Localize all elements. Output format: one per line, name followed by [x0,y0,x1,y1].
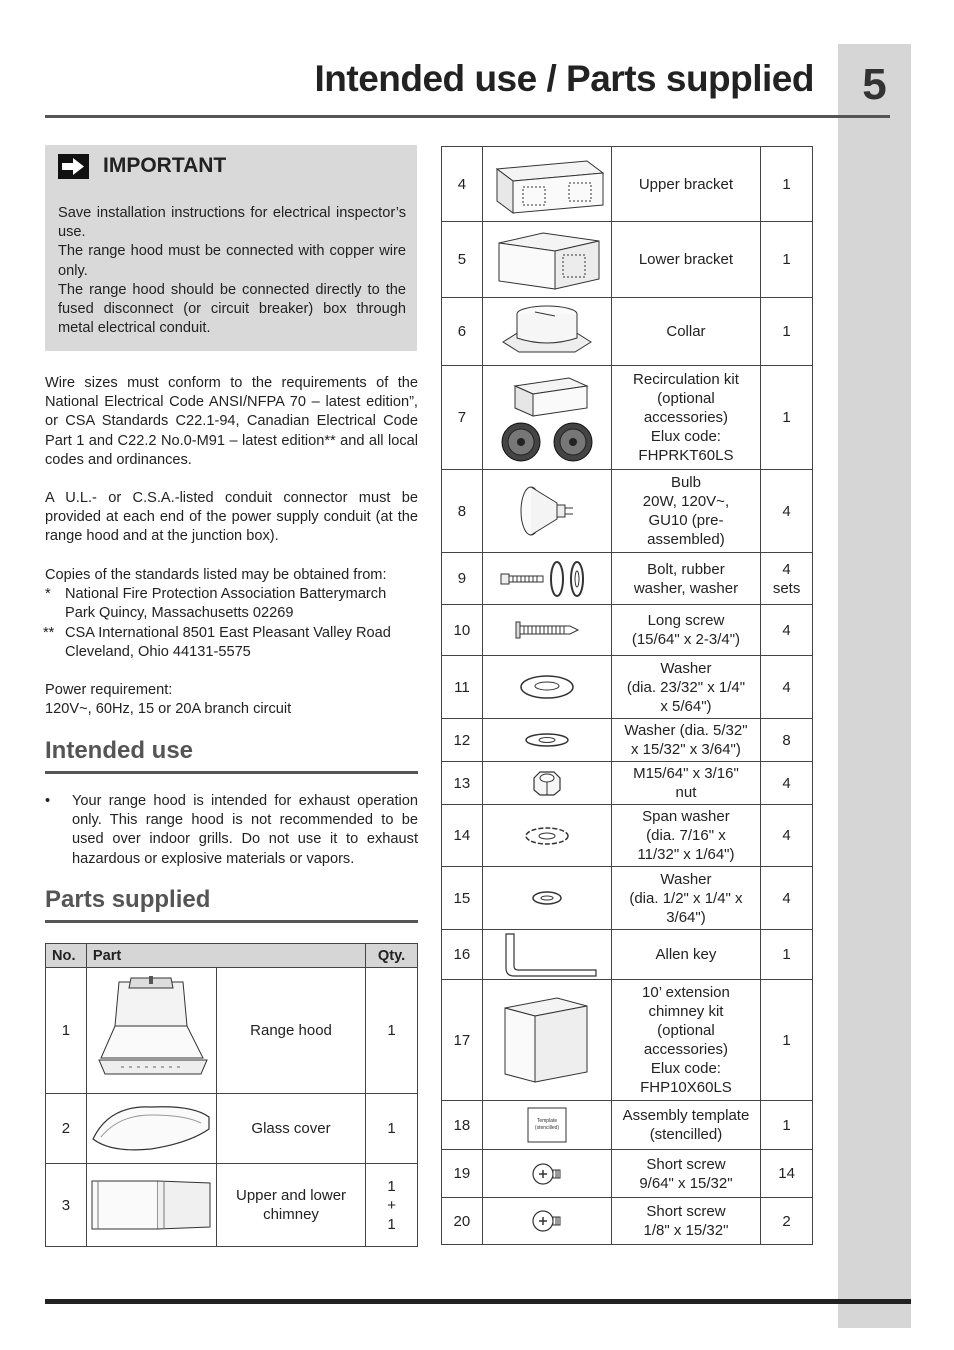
part-number: 18 [442,1101,483,1150]
part-number: 4 [442,147,483,222]
part-qty: 1 [761,147,813,222]
part-number: 9 [442,553,483,605]
parts-table-row [46,1164,418,1247]
span-washer-icon [483,824,611,848]
parts-table-row [442,719,813,762]
washer-flat-icon [483,730,611,750]
page-number: 5 [862,60,887,109]
power-value: 120V~, 60Hz, 15 or 20A branch circuit [45,701,292,718]
part-image [482,1101,611,1150]
intended-use-text: Your range hood is intended for exhaust operation only. This range hood is not recommended to be used over indoor grills. Do not use it to exhaust hazardous or explosive materials or vapors. [72,793,418,867]
part-qty: 14 [761,1150,813,1198]
part-name: Washer (dia. 23/32" x 1/4" x 5/64") [611,656,761,719]
parts-table-left [45,943,418,1247]
parts-table-row [442,867,813,930]
page-title: Intended use / Parts supplied [314,58,814,99]
intended-use-bullet [45,792,418,869]
bulb-icon [483,481,611,541]
part-image [482,222,611,298]
short-screw-icon [483,1207,611,1235]
column-header-qty: Qty. [366,944,418,968]
part-qty: 4 [761,805,813,867]
part-qty: 4 [761,656,813,719]
source-text: National Fire Protection Association Batterymarch Park Quincy, Massachusetts 02269 [65,586,387,622]
page-side-tab [838,44,911,1328]
important-heading: IMPORTANT [103,154,227,177]
part-qty: 4 [761,605,813,656]
parts-table-row [442,762,813,805]
parts-supplied-heading: Parts supplied [45,886,211,913]
parts-table-row [442,366,813,470]
part-name: Collar [611,298,761,366]
template-label: (stencilled) [534,1125,559,1131]
parts-table-row [442,470,813,553]
part-qty: 1 [761,366,813,470]
collar-icon [483,302,611,362]
intended-use-heading: Intended use [45,737,194,764]
glass-cover-icon [87,1099,216,1159]
part-qty: 1 [761,298,813,366]
power-requirement [45,681,418,719]
section-divider [45,920,418,923]
parts-table-row [46,1094,418,1164]
allen-key-icon [483,932,611,978]
part-number: 16 [442,930,483,980]
power-label: Power requirement: [45,682,173,698]
part-image [482,1198,611,1245]
short-screw-icon [483,1160,611,1188]
parts-table-row [442,1101,813,1150]
part-image [482,719,611,762]
part-number: 12 [442,719,483,762]
source-item [45,624,418,662]
part-name: Recirculation kit (optional accessories) Elux code: FHPRKT60LS [611,366,761,470]
footer-divider [45,1299,911,1304]
important-text [58,204,406,338]
part-name: Short screw 9/64" x 15/32" [611,1150,761,1198]
part-number: 3 [46,1164,87,1247]
part-name: Range hood [216,968,365,1094]
parts-table-row [442,605,813,656]
bolt-washer-icon [483,559,611,599]
part-name: Bolt, rubber washer, washer [611,553,761,605]
important-paragraph: Save installation instructions for electrical inspector’s use. [58,205,406,241]
part-image [482,656,611,719]
part-image [482,867,611,930]
part-image [482,805,611,867]
part-name: Short screw 1/8" x 15/32" [611,1198,761,1245]
important-paragraph: The range hood must be connected with copper wire only. [58,243,406,279]
part-number: 19 [442,1150,483,1198]
part-image [86,968,216,1094]
range-hood-icon [87,976,216,1086]
section-divider [45,771,418,774]
parts-table-row [442,147,813,222]
part-number: 1 [46,968,87,1094]
column-header-part: Part [86,944,365,968]
part-qty: 4 [761,762,813,805]
part-name: Assembly template (stencilled) [611,1101,761,1150]
copies-intro: Copies of the standards listed may be obtained from: [45,567,387,583]
part-image [482,470,611,553]
part-image [482,605,611,656]
part-qty: 1 [366,1094,418,1164]
part-number: 5 [442,222,483,298]
part-image [482,762,611,805]
conduit-connector-paragraph: A U.L.- or C.S.A.-listed conduit connector must be provided at each end of the power supply conduit (at the range hood and at the junction box). [45,490,418,545]
part-number: 13 [442,762,483,805]
part-qty: 8 [761,719,813,762]
part-number: 14 [442,805,483,867]
washer-large-icon [483,672,611,702]
part-name: Glass cover [216,1094,365,1164]
parts-table-row [442,805,813,867]
parts-table-right [441,146,813,1245]
part-number: 10 [442,605,483,656]
parts-table-row [442,553,813,605]
source-item [45,585,418,623]
nut-icon [483,768,611,798]
part-name: Allen key [611,930,761,980]
part-name: Bulb 20W, 120V~, GU10 (pre- assembled) [611,470,761,553]
standards-sources [45,566,418,662]
part-number: 7 [442,366,483,470]
part-qty: 4 [761,470,813,553]
wire-sizes-paragraph: Wire sizes must conform to the requirements of the National Electrical Code ANSI/NFPA 70 – latest edition”, or CSA Standards C22.1-94, Canadian Electrical Code Part 1 and C22.2 No.0-M91 – latest edition** and all local codes and ordinances. [45,375,418,468]
part-image [482,930,611,980]
part-name: Span washer (dia. 7/16" x 11/32" x 1/64") [611,805,761,867]
column-header-no: No. [46,944,87,968]
parts-table-row [442,980,813,1101]
part-qty: 1 [761,1101,813,1150]
part-qty: 4 sets [761,553,813,605]
long-screw-icon [483,617,611,643]
parts-table-row [46,968,418,1094]
part-number: 17 [442,980,483,1101]
parts-table-row [442,222,813,298]
part-image [86,1164,216,1247]
parts-table-row [442,298,813,366]
important-paragraph: The range hood should be connected directly to the fused disconnect (or circuit breaker) box through metal electrical conduit. [58,281,406,337]
part-qty: 1 [761,222,813,298]
part-qty: 1 + 1 [366,1164,418,1247]
upper-bracket-icon [483,151,611,217]
washer-small-icon [483,889,611,907]
lower-bracket-icon [483,227,611,293]
part-name: Upper bracket [611,147,761,222]
part-image [482,147,611,222]
part-name: Washer (dia. 5/32" x 15/32" x 3/64") [611,719,761,762]
footnote-mark: ** [43,624,55,641]
part-image [86,1094,216,1164]
bullet-dot: • [45,793,51,809]
arrow-right-icon [58,154,89,179]
part-image [482,298,611,366]
parts-table-row [442,656,813,719]
extension-chimney-icon [483,994,611,1086]
part-name: Washer (dia. 1/2" x 1/4" x 3/64") [611,867,761,930]
part-qty: 1 [366,968,418,1094]
part-image [482,980,611,1101]
footnote-mark: * [45,586,51,603]
part-number: 11 [442,656,483,719]
template-icon [483,1107,611,1143]
part-qty: 4 [761,867,813,930]
part-name: Long screw (15/64" x 2-3/4") [611,605,761,656]
part-number: 20 [442,1198,483,1245]
part-qty: 1 [761,980,813,1101]
part-number: 2 [46,1094,87,1164]
part-name: 10’ extension chimney kit (optional accessories) Elux code: FHP10X60LS [611,980,761,1101]
part-number: 8 [442,470,483,553]
part-name: Lower bracket [611,222,761,298]
parts-table-row [442,930,813,980]
template-label: Template [536,1118,557,1124]
part-image [482,366,611,470]
title-divider [45,115,890,118]
parts-table-row [442,1150,813,1198]
part-image [482,553,611,605]
part-number: 15 [442,867,483,930]
part-name: Upper and lower chimney [216,1164,365,1247]
part-qty: 2 [761,1198,813,1245]
part-qty: 1 [761,930,813,980]
source-text: CSA International 8501 East Pleasant Valley Road Cleveland, Ohio 44131-5575 [65,624,391,660]
important-notice-box [45,145,417,351]
part-image [482,1150,611,1198]
parts-table-row [442,1198,813,1245]
part-number: 6 [442,298,483,366]
recirculation-kit-icon [483,372,611,464]
part-name: M15/64" x 3/16" nut [611,762,761,805]
chimney-icon [87,1175,216,1235]
